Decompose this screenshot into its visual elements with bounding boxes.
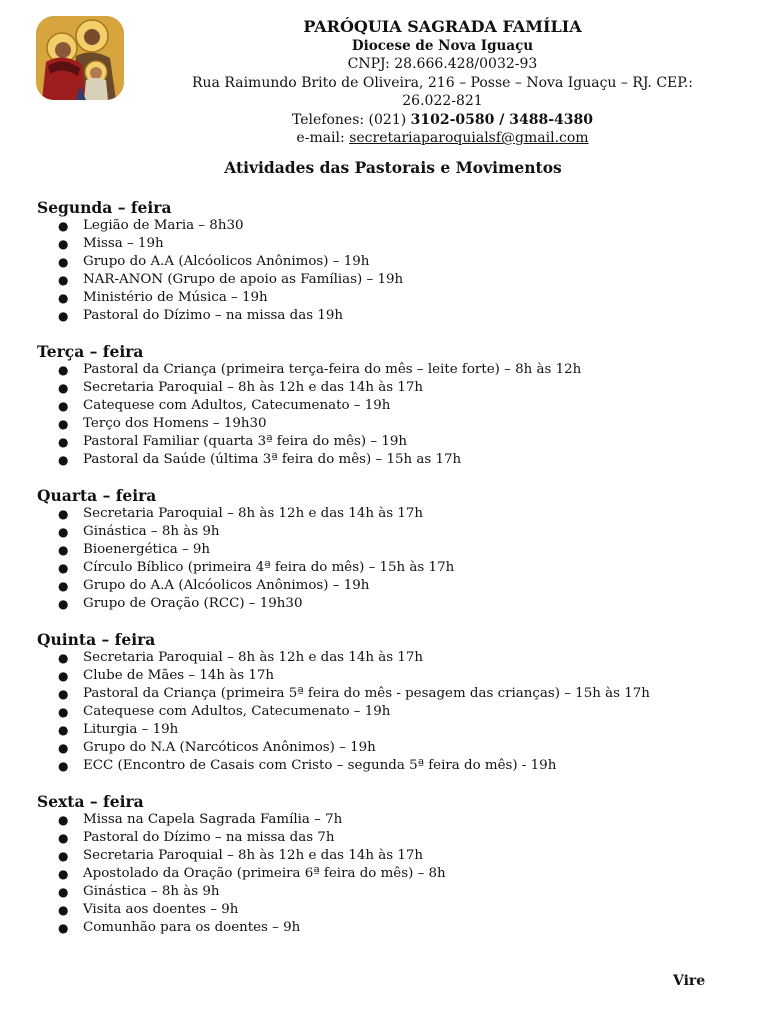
activity-text: Pastoral Familiar (quarta 3ª feira do mês) – 19h <box>83 434 408 449</box>
bullet-icon: ● <box>58 579 69 593</box>
bullet-icon: ● <box>58 687 69 701</box>
activity-text: Pastoral do Dízimo – na missa das 7h <box>83 830 335 845</box>
activity-item <box>37 595 737 613</box>
activity-text: Missa na Capela Sagrada Família – 7h <box>83 812 343 827</box>
bullet-icon: ● <box>58 561 69 575</box>
activity-item <box>37 379 737 397</box>
email-line <box>165 129 720 147</box>
activity-text: Clube de Mães – 14h às 17h <box>83 668 275 683</box>
day-title: Sexta – feira <box>37 792 144 811</box>
bullet-icon: ● <box>58 903 69 917</box>
bullet-icon: ● <box>58 921 69 935</box>
activity-item <box>37 505 737 523</box>
email-label: e-mail: <box>296 130 350 147</box>
bullet-icon: ● <box>58 651 69 665</box>
activity-item <box>37 865 737 883</box>
activity-item <box>37 415 737 433</box>
activity-text: NAR-ANON (Grupo de apoio as Famílias) – 19h <box>83 272 404 287</box>
activity-text: Secretaria Paroquial – 8h às 12h e das 14h às 17h <box>83 380 424 395</box>
day-section <box>37 198 737 325</box>
day-title: Quinta – feira <box>37 630 156 649</box>
diocese-name: Diocese de Nova Iguaçu <box>351 38 534 54</box>
activity-item <box>37 703 737 721</box>
activity-text: Ginástica – 8h às 9h <box>83 884 220 899</box>
bullet-icon: ● <box>58 831 69 845</box>
activity-text: Terço dos Homens – 19h30 <box>83 416 267 431</box>
activity-text: Liturgia – 19h <box>83 722 179 737</box>
activity-item <box>37 901 737 919</box>
activity-item <box>37 217 737 235</box>
activity-text: Grupo do N.A (Narcóticos Anônimos) – 19h <box>83 740 376 755</box>
activity-text: Visita aos doentes – 9h <box>83 902 239 917</box>
phones-line <box>165 111 720 129</box>
activity-list <box>37 361 737 469</box>
bullet-icon: ● <box>58 543 69 557</box>
bullet-icon: ● <box>58 255 69 269</box>
activity-text: Missa – 19h <box>83 236 164 251</box>
activity-item <box>37 577 737 595</box>
activity-item <box>37 847 737 865</box>
activity-text: Ministério de Música – 19h <box>83 290 268 305</box>
bullet-icon: ● <box>58 723 69 737</box>
bullet-icon: ● <box>58 849 69 863</box>
activity-list <box>37 811 737 937</box>
bullet-icon: ● <box>58 291 69 305</box>
email-link[interactable]: secretariaparoquialsf@gmail.com <box>349 130 589 147</box>
day-section <box>37 792 737 937</box>
activity-text: Grupo do A.A (Alcóolicos Anônimos) – 19h <box>83 578 370 593</box>
bullet-icon: ● <box>58 525 69 539</box>
activity-text: Legião de Maria – 8h30 <box>83 218 244 233</box>
parish-name: PARÓQUIA SAGRADA FAMÍLIA <box>303 17 582 36</box>
bullet-icon: ● <box>58 237 69 251</box>
activity-list <box>37 649 737 775</box>
activity-item <box>37 829 737 847</box>
activity-item <box>37 541 737 559</box>
document-title: Atividades das Pastorais e Movimentos <box>224 158 562 177</box>
activity-item <box>37 721 737 739</box>
activity-item <box>37 289 737 307</box>
activity-text: Secretaria Paroquial – 8h às 12h e das 14h às 17h <box>83 848 424 863</box>
cnpj-line: CNPJ: 28.666.428/0032-93 <box>347 56 538 73</box>
activity-item <box>37 649 737 667</box>
phone-numbers: 3102-0580 / 3488-4380 <box>410 111 593 128</box>
day-section <box>37 486 737 613</box>
day-title: Segunda – feira <box>37 198 172 217</box>
address-line: Rua Raimundo Brito de Oliveira, 216 – Posse – Nova Iguaçu – RJ. CEP.: 26.022-821 <box>192 74 693 110</box>
activity-text: Apostolado da Oração (primeira 6ª feira do mês) – 8h <box>83 866 446 881</box>
holy-family-icon <box>36 16 124 100</box>
activity-item <box>37 667 737 685</box>
activity-text: Pastoral da Criança (primeira terça-feira do mês – leite forte) – 8h às 12h <box>83 362 582 377</box>
activity-item <box>37 397 737 415</box>
activity-list <box>37 505 737 613</box>
day-section <box>37 630 737 775</box>
bullet-icon: ● <box>58 507 69 521</box>
activity-item <box>37 253 737 271</box>
bullet-icon: ● <box>58 399 69 413</box>
activity-item <box>37 523 737 541</box>
phones-label: Telefones: (021) <box>291 111 411 128</box>
activity-item <box>37 559 737 577</box>
activity-item <box>37 883 737 901</box>
bullet-icon: ● <box>58 309 69 323</box>
bullet-icon: ● <box>58 885 69 899</box>
activity-list <box>37 217 737 325</box>
weekly-schedule <box>37 198 737 954</box>
bullet-icon: ● <box>58 417 69 431</box>
day-title: Quarta – feira <box>37 486 157 505</box>
activity-text: Catequese com Adultos, Catecumenato – 19h <box>83 398 391 413</box>
activity-text: Grupo do A.A (Alcóolicos Anônimos) – 19h <box>83 254 370 269</box>
bullet-icon: ● <box>58 759 69 773</box>
bullet-icon: ● <box>58 273 69 287</box>
bullet-icon: ● <box>58 597 69 611</box>
activity-text: Comunhão para os doentes – 9h <box>83 920 301 935</box>
activity-text: Bioenergética – 9h <box>83 542 211 557</box>
turn-page-note: Vire <box>673 973 706 989</box>
bullet-icon: ● <box>58 813 69 827</box>
activity-text: ECC (Encontro de Casais com Cristo – segunda 5ª feira do mês) - 19h <box>83 758 557 773</box>
activity-item <box>37 433 737 451</box>
bullet-icon: ● <box>58 219 69 233</box>
activity-text: Secretaria Paroquial – 8h às 12h e das 14h às 17h <box>83 506 424 521</box>
activity-item <box>37 757 737 775</box>
bullet-icon: ● <box>58 381 69 395</box>
activity-item <box>37 919 737 937</box>
activity-item <box>37 361 737 379</box>
bullet-icon: ● <box>58 741 69 755</box>
activity-item <box>37 739 737 757</box>
activity-item <box>37 307 737 325</box>
activity-item <box>37 685 737 703</box>
activity-text: Grupo de Oração (RCC) – 19h30 <box>83 596 303 611</box>
activity-text: Ginástica – 8h às 9h <box>83 524 220 539</box>
activity-text: Catequese com Adultos, Catecumenato – 19h <box>83 704 391 719</box>
bullet-icon: ● <box>58 705 69 719</box>
activity-text: Círculo Bíblico (primeira 4ª feira do mês) – 15h às 17h <box>83 560 455 575</box>
bullet-icon: ● <box>58 867 69 881</box>
activity-item <box>37 811 737 829</box>
bullet-icon: ● <box>58 435 69 449</box>
day-title: Terça – feira <box>37 342 144 361</box>
activity-text: Pastoral da Saúde (última 3ª feira do mês) – 15h as 17h <box>83 452 462 467</box>
activity-text: Pastoral do Dízimo – na missa das 19h <box>83 308 344 323</box>
activity-text: Pastoral da Criança (primeira 5ª feira do mês - pesagem das crianças) – 15h às 17h <box>83 686 650 701</box>
activity-item <box>37 271 737 289</box>
activity-text: Secretaria Paroquial – 8h às 12h e das 14h às 17h <box>83 650 424 665</box>
bullet-icon: ● <box>58 453 69 467</box>
bullet-icon: ● <box>58 669 69 683</box>
activity-item <box>37 451 737 469</box>
bullet-icon: ● <box>58 363 69 377</box>
day-section <box>37 342 737 469</box>
parish-header <box>165 17 720 147</box>
activity-item <box>37 235 737 253</box>
